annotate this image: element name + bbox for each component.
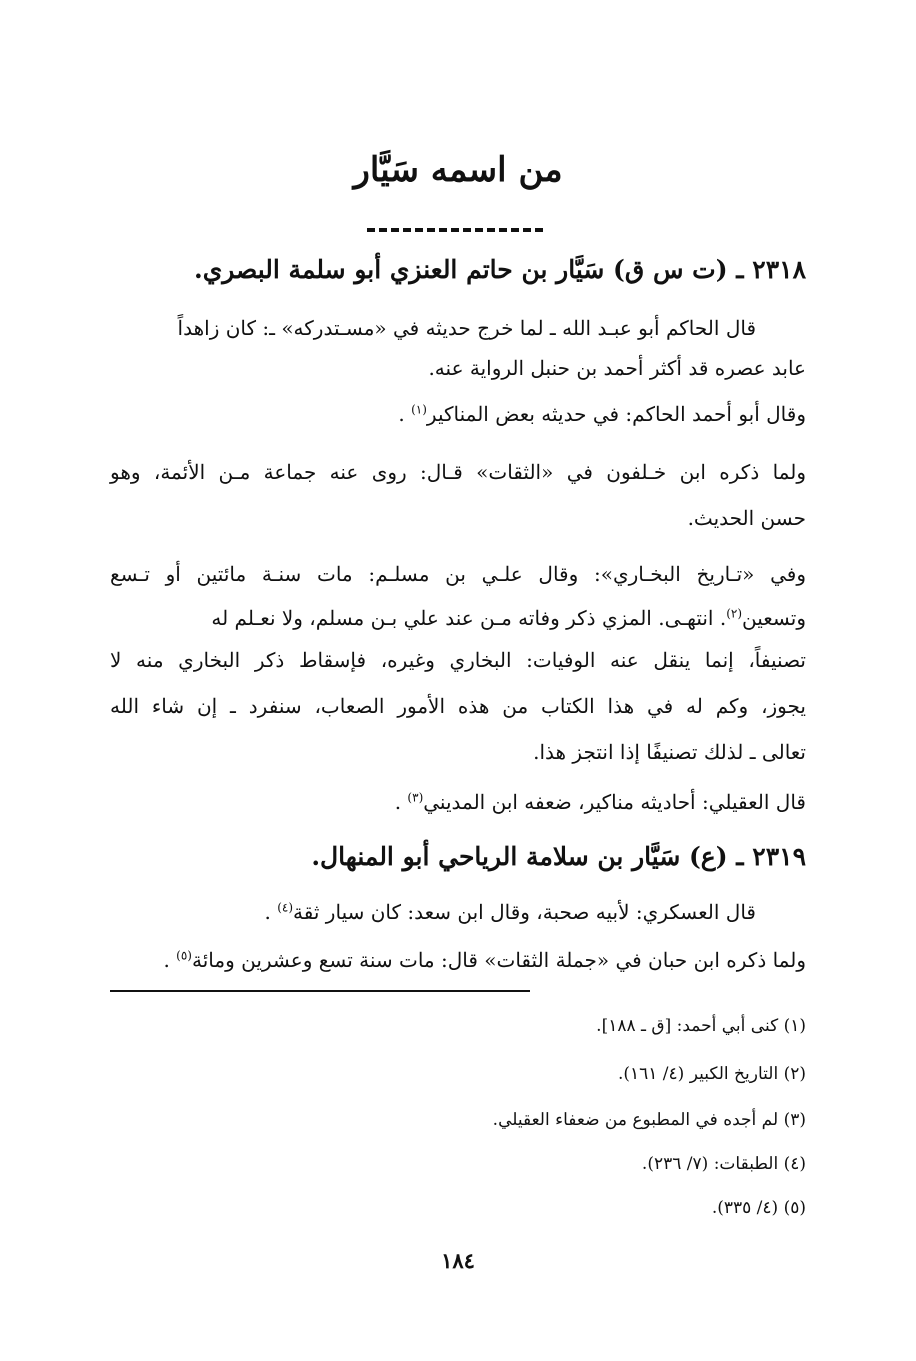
title-divider	[367, 228, 543, 232]
entry-2318-line: يجوز، وكم له في هذا الكتاب من هذه الأمور الصعاب، سنفرد ـ إن شاء الله	[110, 694, 806, 718]
footnote-marker: (٢)	[726, 606, 743, 621]
footnote-marker: (١)	[411, 402, 427, 417]
line-text: وتسعين	[742, 606, 806, 630]
entry-2318-line: ولما ذكره ابن خـلفون في «الثقات» قـال: روى عنه جماعة مـن الأئمة، وهو	[110, 460, 806, 484]
line-text: قال العسكري: لأبيه صحبة، وقال ابن سعد: كان سيار ثقة	[293, 900, 756, 924]
footnote: (٤) الطبقات: (٧/ ٢٣٦).	[641, 1154, 806, 1174]
entry-2319-line: قال العسكري: لأبيه صحبة، وقال ابن سعد: كان سيار ثقة$^{(٤)}$ .	[264, 900, 756, 924]
entry-2318-heading: ٢٣١٨ ـ (ت س ق) سَيَّار بن حاتم العنزي أبو سلمة البصري.	[193, 255, 806, 284]
footnote-marker: (٤)	[277, 900, 294, 915]
footnote-divider	[110, 990, 530, 992]
footnote-marker: (٥)	[176, 948, 192, 963]
entry-2318-line: حسن الحديث.	[687, 506, 806, 530]
entry-2318-line: عابد عصره قد أكثر أحمد بن حنبل الرواية عنه.	[428, 356, 806, 380]
entry-2318-line: قال الحاكم أبو عبـد الله ـ لما خرج حديثه في «مسـتدركه» ـ: كان زاهداً	[177, 316, 756, 340]
entry-2318-line: وفي «تـاريخ البخـاري»: وقال علـي بن مسلـم: مات سنـة مائتين أو تـسع	[110, 562, 806, 586]
entry-2318-line: تعالى ـ لذلك تصنيفًا إذا انتجز هذا.	[533, 740, 806, 764]
footnote: (٢) التاريخ الكبير (٤/ ١٦١).	[617, 1064, 806, 1084]
footnote-marker: (٣)	[407, 790, 424, 805]
page-number: ١٨٤	[441, 1248, 475, 1273]
footnote: (٥) (٤/ ٣٣٥).	[711, 1198, 806, 1218]
section-title: من اسمه سَيَّار	[353, 150, 563, 190]
line-text: ولما ذكره ابن حبان في «جملة الثقات» قال: مات سنة تسع وعشرين ومائة	[191, 948, 806, 972]
line-text: قال العقيلي: أحاديثه مناكير، ضعفه ابن المديني	[423, 790, 806, 814]
footnote: (٣) لم أجده في المطبوع من ضعفاء العقيلي.	[492, 1110, 806, 1130]
footnote: (١) كنى أبي أحمد: [ق ـ ١٨٨].	[596, 1016, 806, 1036]
entry-2318-line	[110, 606, 806, 630]
entry-2318-line: وقال أبو أحمد الحاكم: في حديثه بعض المناكير$^{(١)}$ .	[398, 402, 806, 426]
entry-2318-line: قال العقيلي: أحاديثه مناكير، ضعفه ابن المديني$^{(٣)}$ .	[394, 790, 806, 814]
line-text: . انتهـى. المزي ذكر وفاته مـن عند علي بـن مسلم، ولا نعـلم له	[211, 606, 727, 630]
entry-2319-heading: ٢٣١٩ ـ (ع) سَيَّار بن سلامة الرياحي أبو المنهال.	[311, 842, 806, 871]
entry-2318-line: تصنيفاً، إنما ينقل عنه الوفيات: البخاري وغيره، فإسقاط ذكر البخاري منه لا	[110, 648, 806, 672]
line-text: وقال أبو أحمد الحاكم: في حديثه بعض المناكير	[426, 402, 806, 426]
entry-2319-line: ولما ذكره ابن حبان في «جملة الثقات» قال: مات سنة تسع وعشرين ومائة$^{(٥)}$ .	[163, 948, 806, 972]
